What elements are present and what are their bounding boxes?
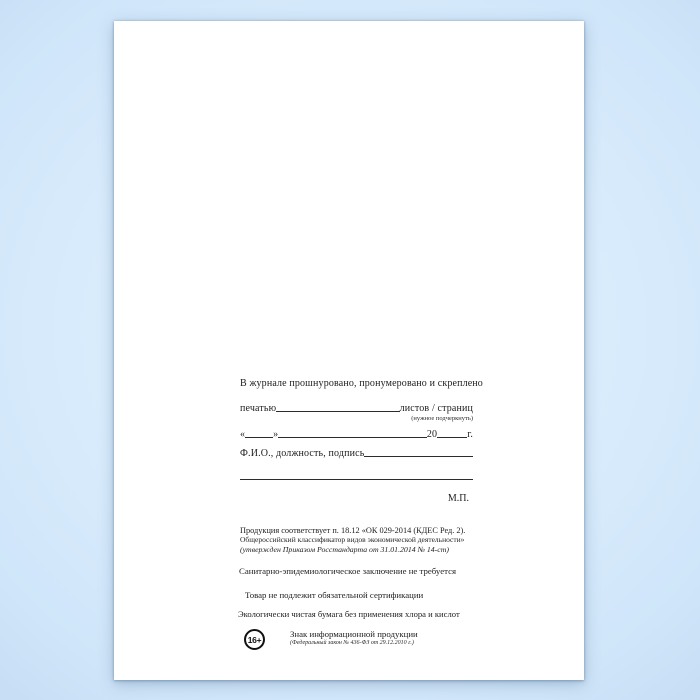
stitched-statement (240, 378, 483, 389)
compliance-line-1: Продукция соответствует п. 18.12 «ОК 029-2014 (КДЕС Ред. 2). (240, 526, 466, 535)
signature-label: Ф.И.О., должность, подпись (240, 448, 365, 459)
seal-suffix-label: листов / страниц (399, 403, 473, 414)
age-mark-label: Знак информационной продукции (290, 629, 418, 639)
year-prefix: 20 (426, 429, 438, 440)
underline-note: (нужное подчеркнуть) (411, 415, 473, 422)
signature-line (240, 448, 473, 459)
stamp-place-label: М.П. (447, 493, 469, 504)
day-blank (245, 435, 273, 438)
age-mark-law: (Федеральный закон № 436-ФЗ от 29.12.2010 г.) (290, 640, 414, 646)
open-quote: « (240, 429, 246, 440)
seal-line (240, 403, 473, 414)
eco-statement: Экологически чистая бумага без применения хлора и кислот (238, 609, 460, 619)
certification-statement: Товар не подлежит обязательной сертификации (245, 590, 424, 600)
page-content (238, 21, 483, 680)
year-suffix: г. (467, 429, 473, 440)
signature-rule-blank (240, 471, 473, 480)
compliance-line-3: (утвержден Приказом Росстандарта от 31.01.2014 № 14-ст) (240, 544, 449, 554)
date-line (240, 429, 473, 440)
age-16plus-icon: 16+ (244, 629, 265, 650)
seal-prefix-label: печатью (240, 403, 277, 414)
signature-blank (364, 454, 473, 457)
seal-fill-blank (276, 409, 399, 412)
year-blank (437, 435, 467, 438)
age-mark-text (290, 629, 418, 646)
journal-back-page (114, 21, 584, 680)
compliance-line-2: Общероссийский классификатор видов экономической деятельности» (240, 535, 465, 545)
compliance-paragraph (240, 526, 473, 554)
close-quote: » (273, 429, 279, 440)
month-blank (278, 435, 427, 438)
sanitary-statement: Санитарно-эпидемиологическое заключение не требуется (239, 566, 457, 576)
stitched-statement-text: В журнале прошнуровано, пронумеровано и скреплено (240, 378, 483, 389)
